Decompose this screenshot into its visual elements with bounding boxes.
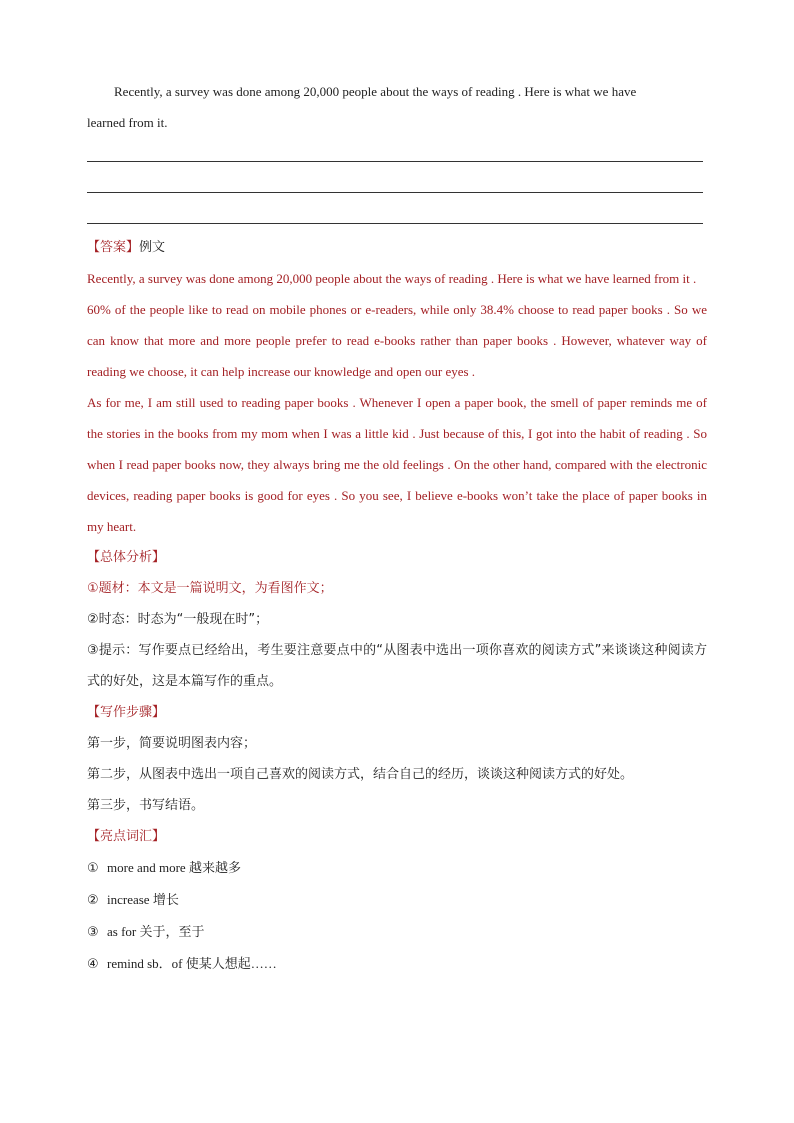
vocab-item: ③ as for 关于，至于 — [87, 924, 205, 940]
writing-prompt — [87, 76, 707, 138]
vocab-heading: 【亮点词汇】 — [87, 829, 166, 844]
analysis-item-2: ②时态：时态为“一般现在时”； — [87, 612, 269, 627]
vocab-item: ④ remind sb．of 使某人想起…… — [87, 956, 277, 972]
analysis-item-3: ③提示：写作要点已经给出，考生要注意要点中的“从图表中选出一项你喜欢的阅读方式”来谈谈这种阅读方式的好处，这是本篇写作的重点。 — [87, 643, 707, 689]
analysis-item-1: ①题材：本文是一篇说明文，为看图作文； — [87, 581, 333, 596]
prompt-line-1: Recently, a survey was done among 20,000 people about the ways of reading . Here is what we have — [114, 84, 637, 99]
essay-paragraph-3: As for me, I am still used to reading paper books . Whenever I open a paper book, the smell of paper reminds me of the stories in the books from my mom when I was a little kid . Just because of this, I got into the habit of reading . So when I read paper books now, they always bring me the old feelings . On the other hand, compared with the electronic devices, reading paper books is good for eyes . So you see, I believe e-books won’t take the place of paper books in my heart. — [87, 395, 707, 534]
essay-paragraph-1: Recently, a survey was done among 20,000 people about the ways of reading . Here is what we have learned from it . — [87, 271, 697, 286]
answer-blank-line-1 — [87, 161, 703, 162]
answer-label: 例文 — [139, 240, 166, 255]
essay-paragraph-2: 60% of the people like to read on mobile phones or e-readers, while only 38.4% choose to read paper books . So we can know that more and more people prefer to read e-books rather than paper books . However, whatever way of reading we choose, it can help increase our knowledge and open our eyes . — [87, 302, 707, 379]
steps-heading: 【写作步骤】 — [87, 705, 166, 720]
answer-content — [87, 231, 707, 980]
answer-heading — [87, 231, 707, 263]
step-3: 第三步，书写结语。 — [87, 798, 205, 813]
vocab-item: ① more and more 越来越多 — [87, 860, 241, 876]
step-1: 第一步，简要说明图表内容； — [87, 736, 257, 751]
answer-bracket: 【答案】 — [87, 240, 140, 255]
answer-blank-line-3 — [87, 223, 703, 224]
answer-blank-line-2 — [87, 192, 703, 193]
prompt-line-2: learned from it. — [87, 115, 168, 130]
vocab-item: ② increase 增长 — [87, 892, 179, 908]
step-2: 第二步，从图表中选出一项自己喜欢的阅读方式，结合自己的经历，谈谈这种阅读方式的好处。 — [87, 767, 634, 782]
analysis-heading: 【总体分析】 — [87, 550, 166, 565]
